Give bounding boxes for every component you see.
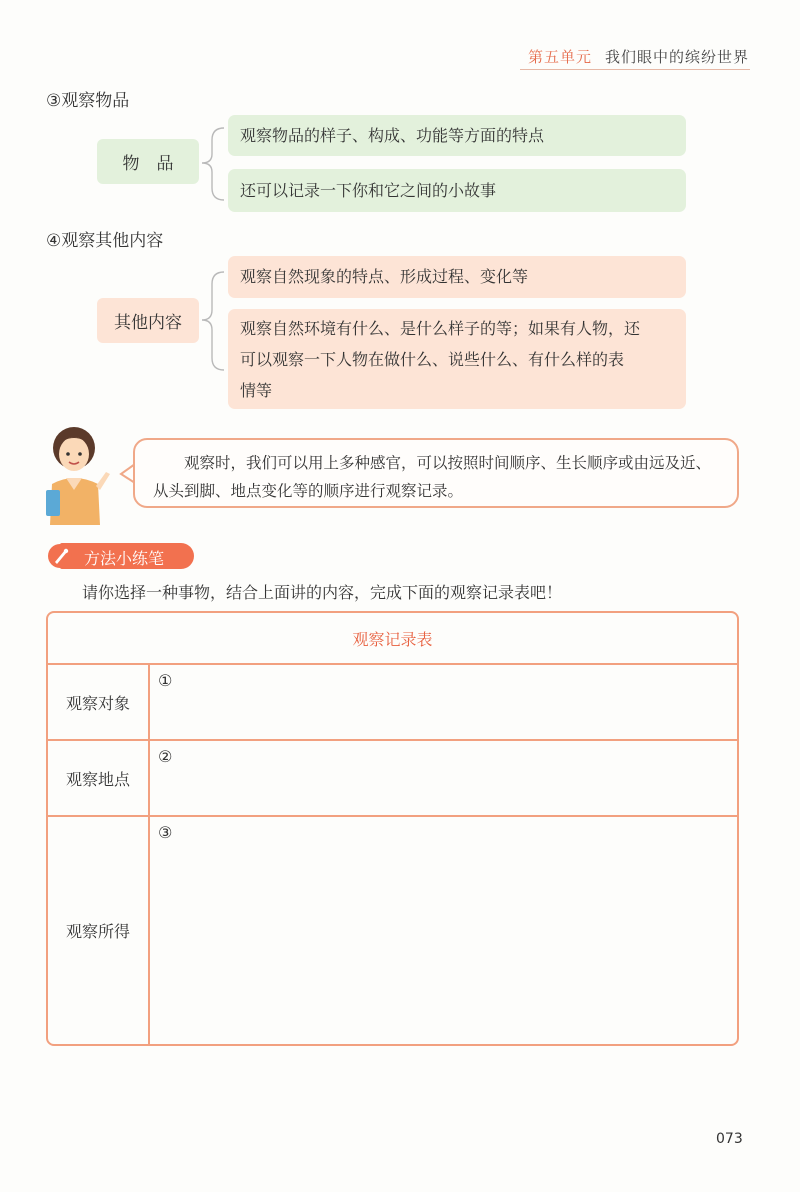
instruction-text: 请你选择一种事物，结合上面讲的内容，完成下面的观察记录表吧！ xyxy=(82,583,563,602)
section-heading-items: ③观察物品 xyxy=(46,91,130,111)
row-marker: ② xyxy=(158,747,173,766)
record-table xyxy=(46,611,739,1046)
unit-label: 第五单元 xyxy=(528,48,593,66)
unit-title: 我们眼中的缤纷世界 xyxy=(605,48,750,66)
category-label-other: 其他内容 xyxy=(97,298,199,343)
item-line: 观察自然环境有什么、是什么样子的等；如果有人物，还 xyxy=(240,319,641,338)
section-heading-other: ④观察其他内容 xyxy=(46,231,164,251)
method-tag xyxy=(46,543,196,569)
item-point: 还可以记录一下你和它之间的小故事 xyxy=(228,169,686,212)
answer-cell-place[interactable] xyxy=(150,741,737,817)
tip-bubble: 观察时，我们可以用上多种感官，可以按照时间顺序、生长顺序或由远及近、从头到脚、地点变化等的顺序进行观察记录。 xyxy=(133,438,739,508)
header-divider xyxy=(520,69,750,70)
brace-icon xyxy=(200,118,228,208)
method-tag-label: 方法小练笔 xyxy=(84,549,165,568)
row-marker: ① xyxy=(158,671,173,690)
item-point-multiline xyxy=(228,309,686,409)
row-marker: ③ xyxy=(158,823,173,842)
pen-icon xyxy=(46,543,82,571)
item-point: 观察物品的样子、构成、功能等方面的特点 xyxy=(228,115,686,156)
teacher-illustration xyxy=(40,420,120,525)
answer-cell-object[interactable] xyxy=(150,665,737,741)
page-number: 073 xyxy=(716,1131,743,1147)
row-label-findings: 观察所得 xyxy=(48,817,150,1044)
record-table-title: 观察记录表 xyxy=(48,613,737,665)
item-point: 观察自然现象的特点、形成过程、变化等 xyxy=(228,256,686,298)
brace-icon xyxy=(200,262,228,382)
row-label-place: 观察地点 xyxy=(48,741,150,817)
category-label-items: 物 品 xyxy=(97,139,199,184)
item-line: 情等 xyxy=(240,381,273,400)
row-label-object: 观察对象 xyxy=(48,665,150,741)
item-line: 可以观察一下人物在做什么、说些什么、有什么样的表 xyxy=(240,350,625,369)
answer-cell-findings[interactable] xyxy=(150,817,737,1044)
